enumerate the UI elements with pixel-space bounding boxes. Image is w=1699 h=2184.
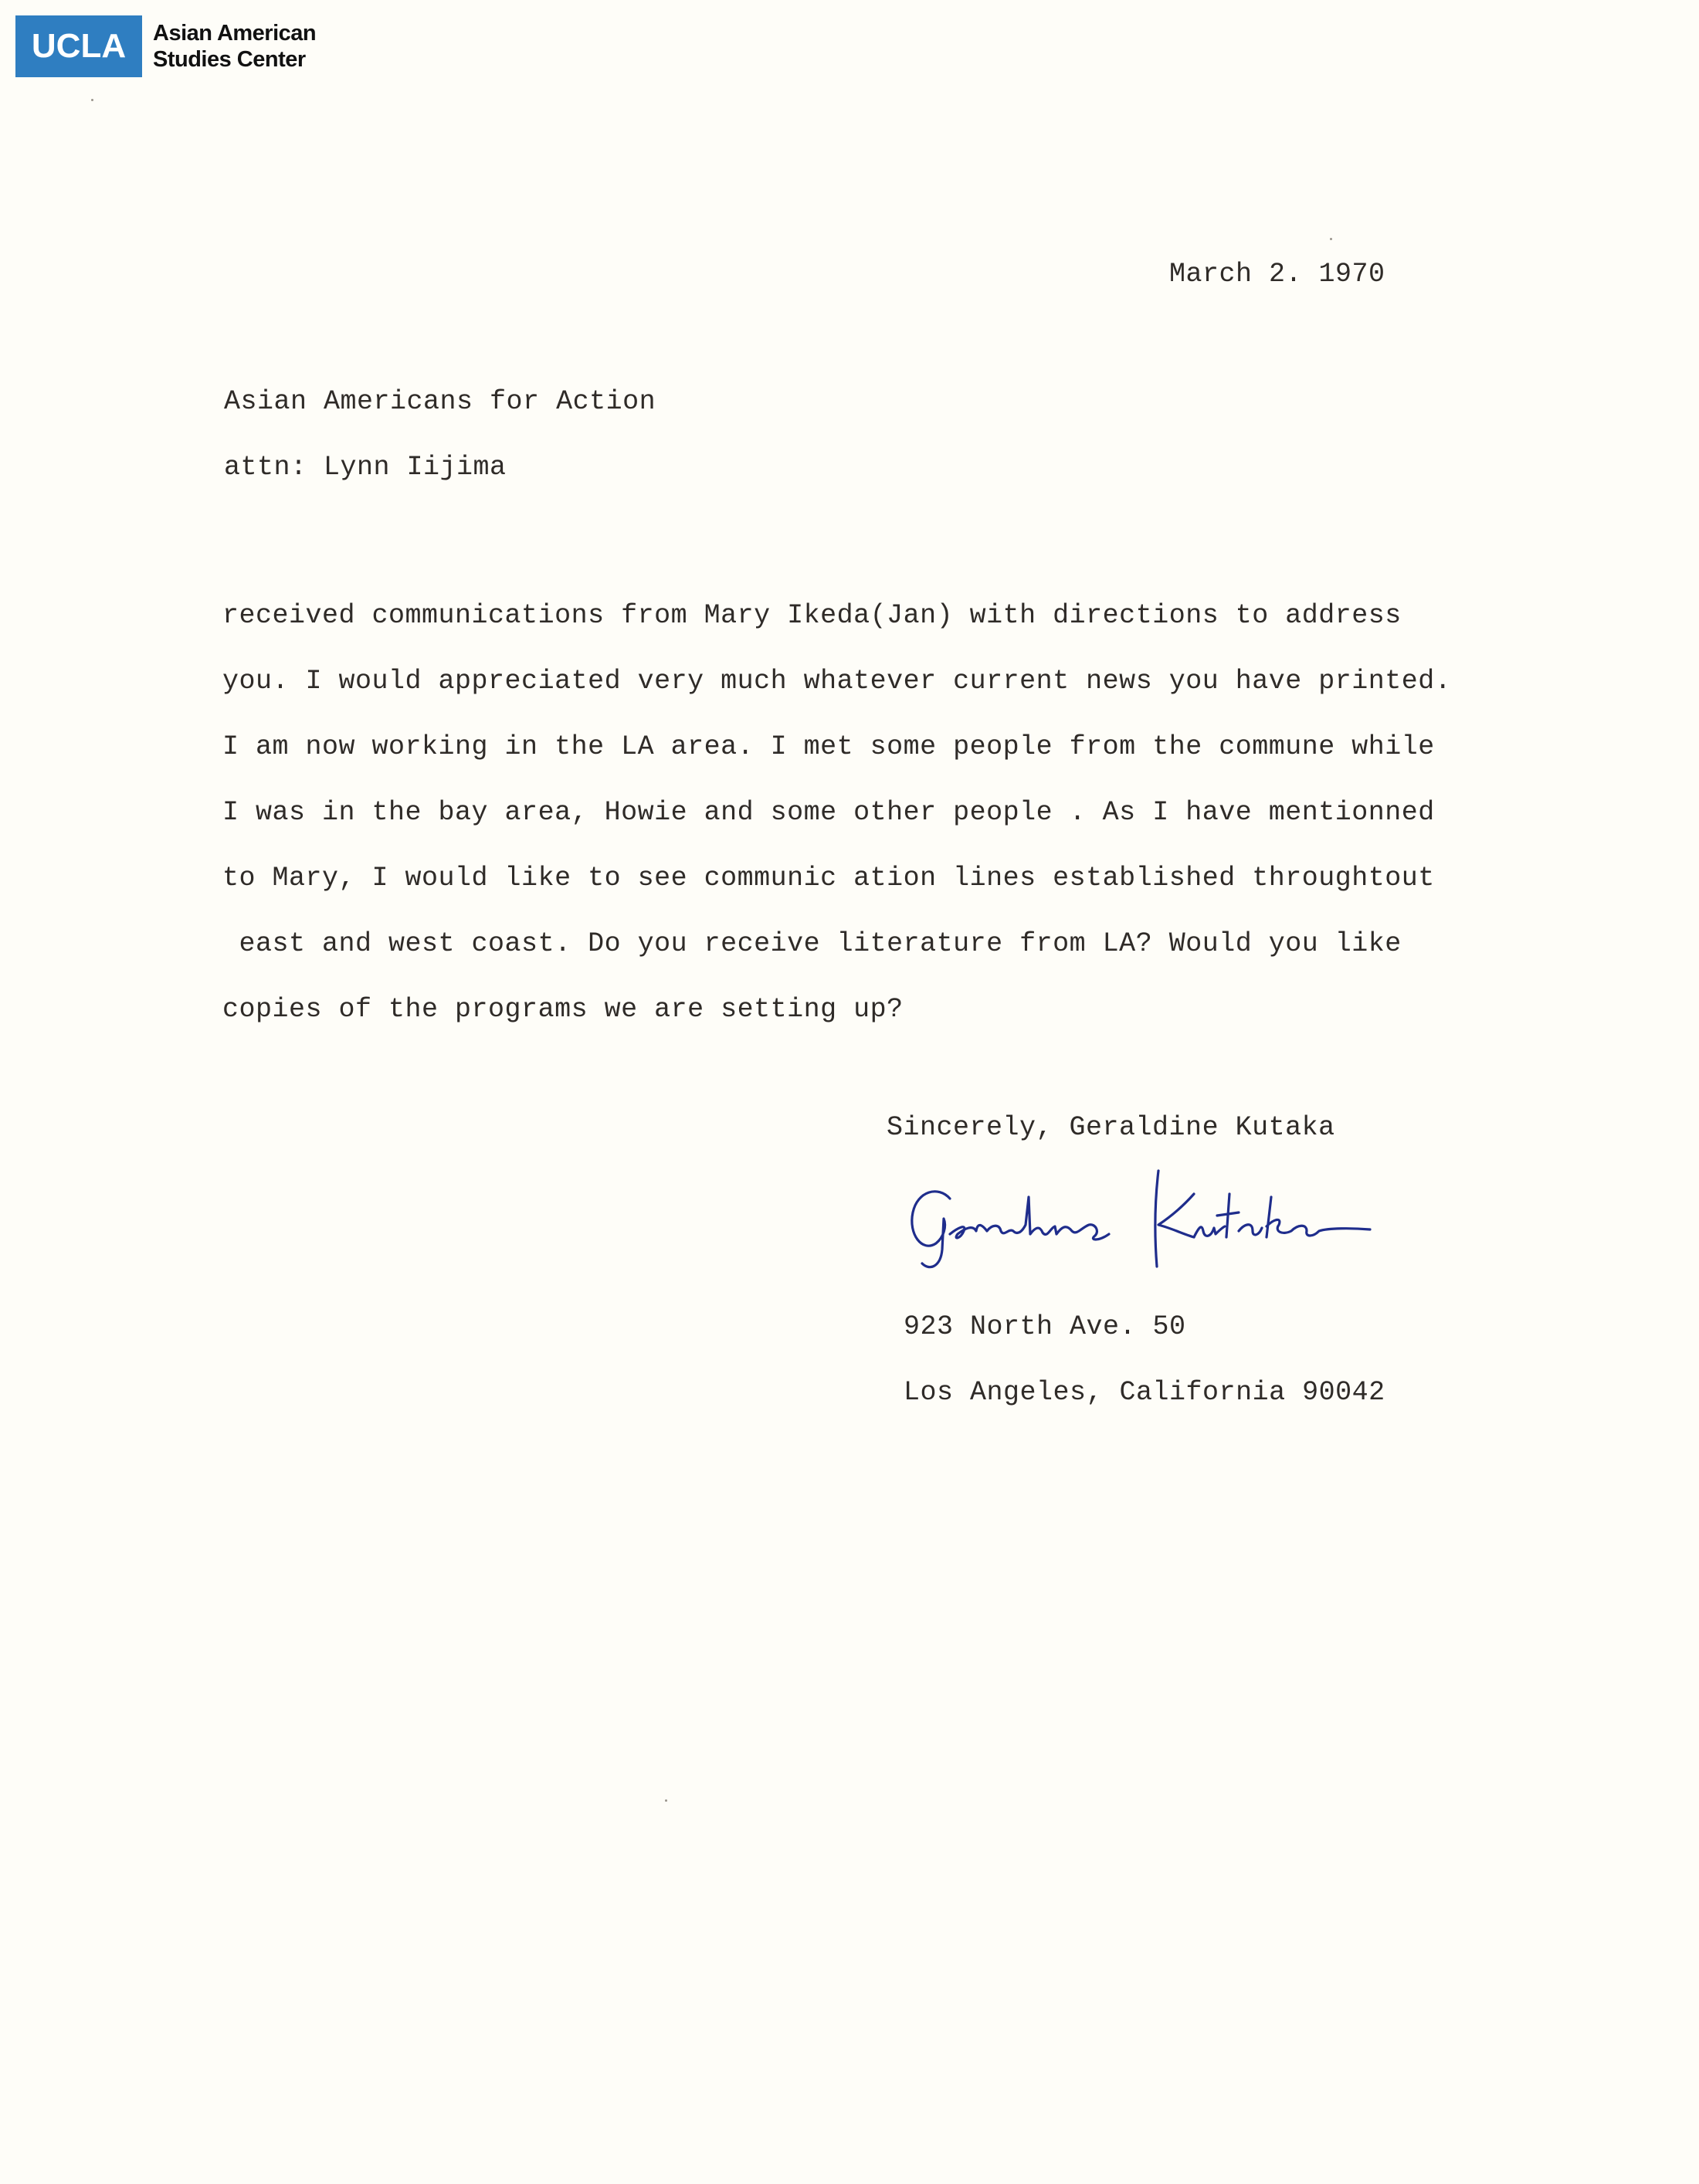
center-name-line2: Studies Center: [153, 47, 306, 72]
body-line: copies of the programs we are setting up?: [222, 994, 904, 1025]
body-line: received communications from Mary Ikeda(Jan) with directions to address: [222, 600, 1402, 631]
paper-speck: [91, 99, 93, 101]
recipient-name: Asian Americans for Action: [224, 386, 656, 417]
closing-line: Sincerely, Geraldine Kutaka: [887, 1112, 1335, 1143]
body-line: east and west coast. Do you receive literature from LA? Would you like: [222, 928, 1402, 959]
letter-body: [222, 583, 1451, 1043]
body-line: you. I would appreciated very much whatever current news you have printed.: [222, 666, 1452, 697]
handwritten-signature: [896, 1151, 1375, 1274]
letter-date: March 2. 1970: [1169, 259, 1385, 290]
ucla-logo-box: UCLA: [15, 15, 142, 77]
attention-line: attn: Lynn Iijima: [224, 452, 507, 483]
body-line: I am now working in the LA area. I met some people from the commune while: [222, 731, 1435, 762]
center-name: [153, 20, 316, 73]
body-line: to Mary, I would like to see communic ation lines established throughtout: [222, 863, 1435, 894]
ucla-aasc-logo: [15, 15, 316, 77]
paper-speck: [665, 1799, 667, 1802]
address-line-2: Los Angeles, California 90042: [904, 1377, 1385, 1408]
paper-speck: [1330, 238, 1332, 240]
body-line: I was in the bay area, Howie and some other people . As I have mentionned: [222, 797, 1435, 828]
address-line-1: 923 North Ave. 50: [904, 1311, 1186, 1342]
center-name-line1: Asian American: [153, 21, 317, 46]
